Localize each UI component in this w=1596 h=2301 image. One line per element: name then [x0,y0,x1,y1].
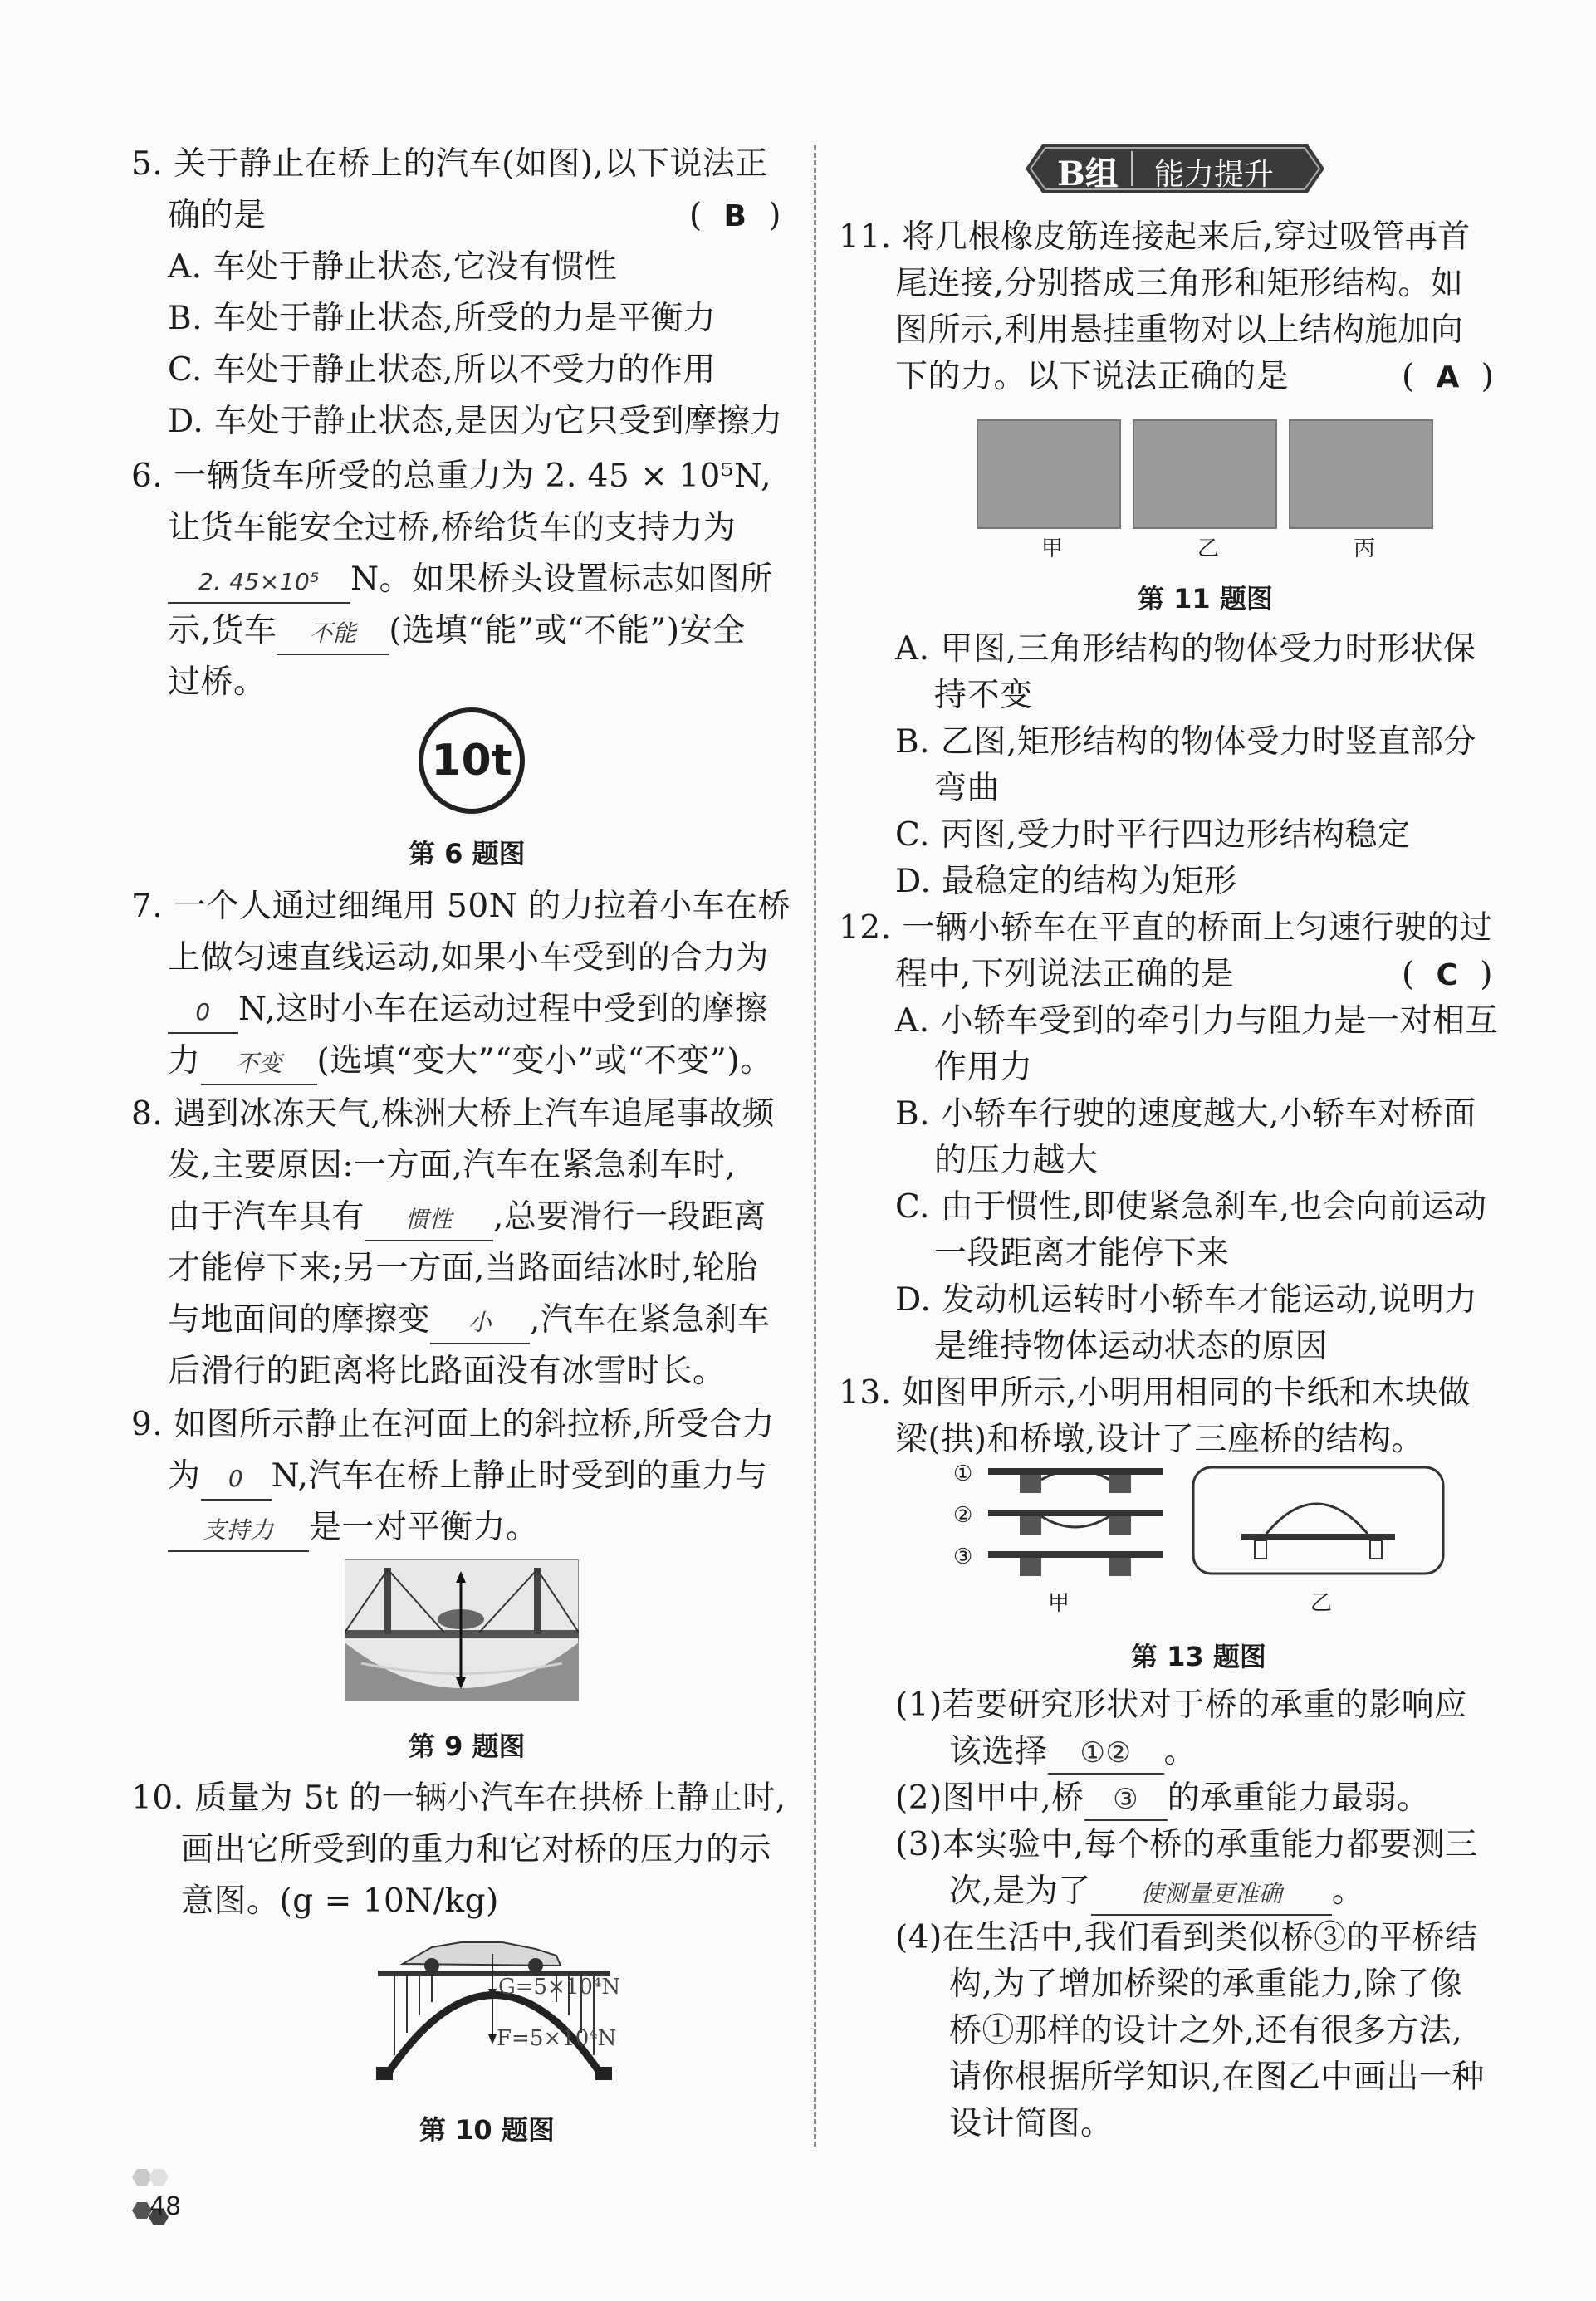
q11-stem-line2: 尾连接,分别搭成三角形和矩形结构。如 [895,265,1464,302]
q11-option-a-line2: 持不变 [934,677,1033,714]
q13-part4-line2: 构,为了增加桥梁的承重能力,除了像 [949,1966,1463,2003]
q11-figure-caption: 第 11 题图 [1138,583,1273,614]
q8-stem-line4: 才能停下来;另一方面,当路面结冰时,轮胎 [168,1250,758,1287]
q7-stem-line4: 力 不变 (选填“变大”“变小”或“不变”)。 [168,1041,773,1085]
q13-part3-line1: (3)本实验中,每个桥的承重能力都要测三 [895,1826,1478,1863]
q9-stem-line1: 9. 如图所示静止在河面上的斜拉桥,所受合力 [131,1406,776,1443]
q12-option-d-line1: D. 发动机运转时小轿车才能运动,说明力 [895,1281,1478,1319]
q13-blank-purpose: 使测量更准确 [1091,1874,1332,1916]
q9-figure-caption: 第 9 题图 [409,1731,526,1762]
drawing-area-figure[interactable] [1192,1466,1445,1575]
q11-option-b-line2: 弯曲 [934,770,1001,807]
q7-stem-line2: 上做匀速直线运动,如果小车受到的合力为 [168,939,769,977]
figure-b-label: 乙 [1310,1591,1333,1616]
q11-answer: A [1436,360,1460,394]
gravity-label: G=5×10⁴N [498,1975,621,2000]
q7-blank-net-force: 0 [168,992,238,1034]
q11-option-b-line1: B. 乙图,矩形结构的物体受力时竖直部分 [895,723,1476,761]
q12-option-d-line2: 是维持物体运动状态的原因 [934,1328,1329,1365]
q5-answer: B [723,199,747,233]
q9-stem-line2: 为 0 N,汽车在桥上静止时受到的重力与 [168,1456,768,1501]
q6-stem-line3: 2. 45×10⁵ N。如果桥头设置标志如图所 [168,560,773,604]
q8-blank-friction-change: 小 [430,1303,530,1344]
q13-part4-line3: 桥①那样的设计之外,还有很多方法, [949,2012,1463,2049]
q6-blank-support-force: 2. 45×10⁵ [168,562,350,604]
q13-figure-caption: 第 13 题图 [1131,1641,1266,1672]
q13-part2: (2)图甲中,桥 ③ 的承重能力最弱。 [895,1779,1430,1821]
q11-option-d: D. 最稳定的结构为矩形 [895,863,1237,900]
cable-stayed-bridge-figure [345,1559,579,1701]
column-divider [814,145,816,2147]
q8-stem-line1: 8. 遇到冰冻天气,株洲大桥上汽车追尾事故频 [131,1095,776,1133]
q13-stem-line2: 梁(拱)和桥墩,设计了三座桥的结构。 [895,1421,1424,1458]
q13-part1-line1: (1)若要研究形状对于桥的承重的影响应 [895,1687,1467,1724]
q10-figure-caption: 第 10 题图 [419,2114,555,2146]
q12-answer: C [1436,958,1459,992]
q7-stem-line3: 0 N,这时小车在运动过程中受到的摩擦 [168,990,768,1034]
q9-stem-line3: 支持力 是一对平衡力。 [168,1508,539,1552]
q13-blank-weakest: ③ [1084,1780,1168,1821]
q6-figure-caption: 第 6 题图 [409,838,526,869]
q8-stem-line5: 与地面间的摩擦变 小 ,汽车在紧急刹车 [168,1300,770,1344]
q6-stem-line2: 让货车能安全过桥,桥给货车的支持力为 [168,509,737,546]
q12-option-a-line2: 作用力 [934,1049,1033,1086]
badge-title: 能力提升 [1154,158,1275,192]
q8-stem-line2: 发,主要原因:一方面,汽车在紧急刹车时, [168,1147,737,1184]
photo-rectangle [1133,419,1277,529]
q8-blank-inertia: 惯性 [365,1200,493,1241]
q5-option-b: B. 车处于静止状态,所受的力是平衡力 [168,300,717,337]
q10-stem-line1: 10. 质量为 5t 的一辆小汽车在拱桥上静止时, [131,1780,786,1817]
q13-stem-line1: 13. 如图甲所示,小明用相同的卡纸和木块做 [839,1374,1471,1412]
q11-stem-line3: 图所示,利用悬挂重物对以上结构施加向 [895,311,1464,349]
photo-triangle [977,419,1121,529]
q5-option-c: C. 车处于静止状态,所以不受力的作用 [168,351,717,389]
photo-label-jia: 甲 [1041,536,1064,561]
q13-part4-line1: (4)在生活中,我们看到类似桥③的平桥结 [895,1919,1478,1956]
q12-option-c-line1: C. 由于惯性,即使紧急刹车,也会向前运动 [895,1188,1487,1226]
badge-group: B组 [1057,154,1119,193]
arch-bridge-force-figure [370,1931,619,2080]
three-bridges-figure [980,1461,1171,1578]
q7-blank-friction: 不变 [201,1044,317,1085]
q10-stem-line2: 画出它所受到的重力和它对桥的压力的示 [181,1831,772,1868]
q11-option-a-line1: A. 甲图,三角形结构的物体受力时形状保 [895,630,1476,668]
q12-answer-bracket: ( C ) [1402,956,1493,993]
q12-stem-line2: 程中,下列说法正确的是 [895,956,1234,993]
q6-blank-can-pass: 不能 [277,614,389,655]
q13-part4-line5: 设计简图。 [949,2105,1114,2142]
q13-part3-line2: 次,是为了 使测量更准确 。 [949,1872,1364,1916]
q7-stem-line1: 7. 一个人通过细绳用 50N 的力拉着小车在桥 [131,888,791,925]
figure-a-label: 甲 [1048,1591,1070,1616]
q9-blank-balance-force: 支持力 [168,1510,309,1552]
q6-stem-line5: 过桥。 [168,663,267,701]
q11-answer-bracket: ( A ) [1402,358,1495,395]
q9-blank-net-force: 0 [201,1459,272,1501]
weight-limit-sign: 10t [419,707,525,814]
photo-label-bing: 丙 [1354,536,1376,561]
q5-option-d: D. 车处于静止状态,是因为它只受到摩擦力 [168,403,783,440]
q5-answer-bracket: ( B ) [689,197,781,234]
q13-part1-line2: 该选择 ①② 。 [949,1732,1197,1775]
bridge-label-3: ③ [953,1545,973,1569]
pressure-label: F=5×10⁴N [497,2026,617,2051]
q11-stem-line4: 下的力。以下说法正确的是 [895,358,1290,395]
q13-blank-bridges: ①② [1048,1733,1164,1775]
q12-stem-line1: 12. 一辆小轿车在平直的桥面上匀速行驶的过 [839,909,1493,947]
q12-option-a-line1: A. 小轿车受到的牵引力与阻力是一对相互 [895,1002,1498,1040]
q8-stem-line3: 由于汽车具有 惯性 ,总要滑行一段距离 [168,1197,766,1241]
q5-option-a: A. 车处于静止状态,它没有惯性 [168,248,618,286]
q12-option-c-line2: 一段距离才能停下来 [934,1235,1230,1272]
q12-option-b-line1: B. 小轿车行驶的速度越大,小轿车对桥面 [895,1095,1476,1133]
page-number: 48 [149,2192,182,2221]
q10-stem-line3: 意图。(g = 10N/kg) [181,1882,499,1920]
q6-stem-line1: 6. 一辆货车所受的总重力为 2. 45 × 10⁵N, [131,458,771,495]
bridge-label-2: ② [953,1503,973,1528]
q5-stem-line1: 5. 关于静止在桥上的汽车(如图),以下说法正 [131,145,768,183]
bridge-label-1: ① [953,1461,973,1486]
q6-stem-line4: 示,货车 不能 (选填“能”或“不能”)安全 [168,611,746,655]
q11-option-c: C. 丙图,受力时平行四边形结构稳定 [895,816,1411,854]
photo-parallelogram [1289,419,1433,529]
q11-stem-line1: 11. 将几根橡皮筋连接起来后,穿过吸管再首 [839,218,1471,256]
q5-stem-line2: 确的是 [168,197,267,234]
q12-option-b-line2: 的压力越大 [934,1142,1099,1179]
q8-stem-line6: 后滑行的距离将比路面没有冰雪时长。 [168,1353,726,1390]
photo-label-yi: 乙 [1197,536,1220,561]
q13-part4-line4: 请你根据所学知识,在图乙中画出一种 [949,2059,1485,2096]
